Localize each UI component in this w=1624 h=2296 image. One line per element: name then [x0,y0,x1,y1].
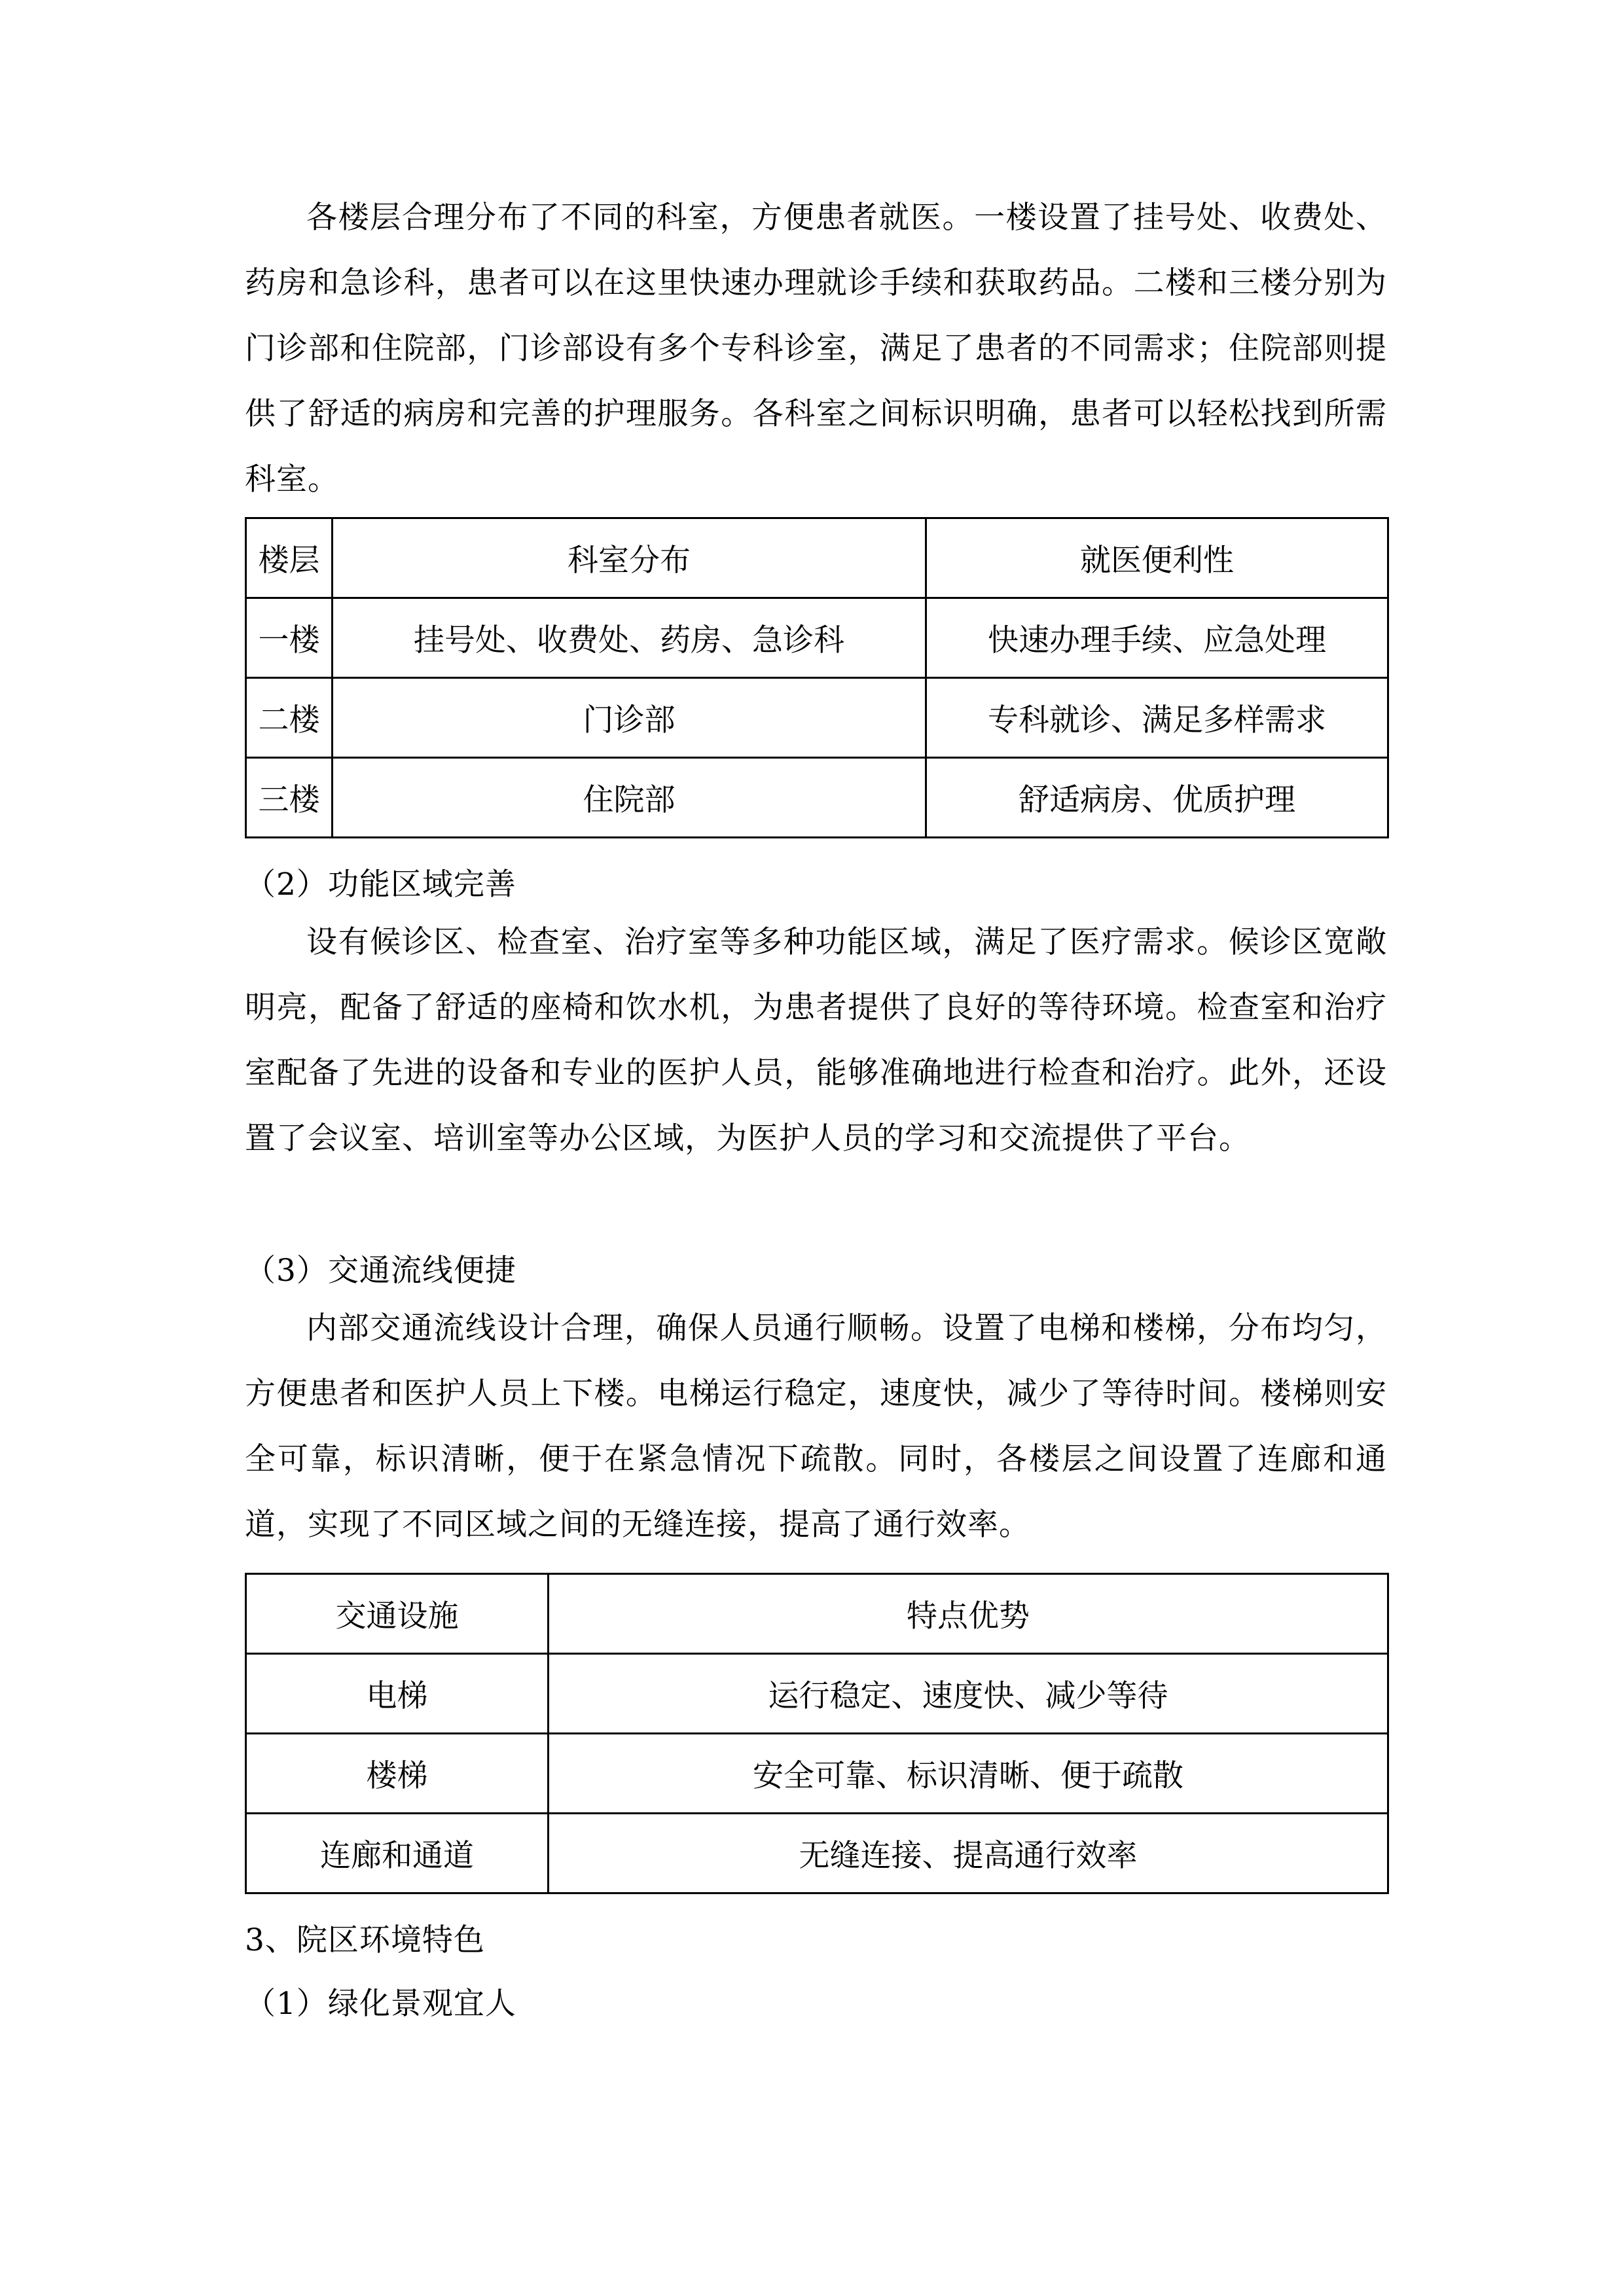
subsection-heading: （1）绿化景观宜人 [245,1986,516,2022]
table-cell: 连廊和通道 [246,1814,549,1893]
table-cell: 一楼 [246,598,333,678]
table-cell: 无缝连接、提高通行效率 [549,1814,1388,1893]
table-row [246,1654,1388,1734]
section-heading: （2）功能区域完善 [245,867,516,903]
table-cell: 舒适病房、优质护理 [926,758,1388,838]
table-header-cell: 科室分布 [333,518,926,598]
table-cell: 运行稳定、速度快、减少等待 [549,1654,1388,1734]
table-header-row [246,1574,1388,1654]
table-header-row [246,518,1388,598]
table-cell: 挂号处、收费处、药房、急诊科 [333,598,926,678]
table-cell: 二楼 [246,678,333,758]
table-row [246,678,1388,758]
table-cell: 安全可靠、标识清晰、便于疏散 [549,1734,1388,1814]
table-row [246,758,1388,838]
traffic-table [245,1573,1389,1894]
table-cell: 门诊部 [333,678,926,758]
table-row [246,598,1388,678]
table-cell: 楼梯 [246,1734,549,1814]
section3-paragraph: 内部交通流线设计合理，确保人员通行顺畅。设置了电梯和楼梯，分布均匀，方便患者和医护人员上下楼。电梯运行稳定，速度快，减少了等待时间。楼梯则安全可靠，标识清晰，便于在紧急情况下疏散。同时，各楼层之间设置了连廊和通道，实现了不同区域之间的无缝连接，提高了通行效率。 [245,1310,1387,1543]
section2-paragraph: 设有候诊区、检查室、治疗室等多种功能区域，满足了医疗需求。候诊区宽敞明亮，配备了舒适的座椅和饮水机，为患者提供了良好的等待环境。检查室和治疗室配备了先进的设备和专业的医护人员，能够准确地进行检查和治疗。此外，还设置了会议室、培训室等办公区域，为医护人员的学习和交流提供了平台。 [245,924,1387,1157]
intro-paragraph: 各楼层合理分布了不同的科室，方便患者就医。一楼设置了挂号处、收费处、药房和急诊科，患者可以在这里快速办理就诊手续和获取药品。二楼和三楼分别为门诊部和住院部，门诊部设有多个专科诊室，满足了患者的不同需求；住院部则提供了舒适的病房和完善的护理服务。各科室之间标识明确，患者可以轻松找到所需科室。 [245,200,1387,497]
table-row [246,1734,1388,1814]
table-header-cell: 特点优势 [549,1574,1388,1654]
table-cell: 专科就诊、满足多样需求 [926,678,1388,758]
table-header-cell: 交通设施 [246,1574,549,1654]
table-cell: 三楼 [246,758,333,838]
table-row [246,1814,1388,1893]
table-header-cell: 就医便利性 [926,518,1388,598]
table-header-cell: 楼层 [246,518,333,598]
section-heading: （3）交通流线便捷 [245,1253,516,1289]
table-cell: 快速办理手续、应急处理 [926,598,1388,678]
table-cell: 电梯 [246,1654,549,1734]
table-cell: 住院部 [333,758,926,838]
floor-table [245,517,1389,838]
section-heading: 3、院区环境特色 [245,1922,485,1958]
